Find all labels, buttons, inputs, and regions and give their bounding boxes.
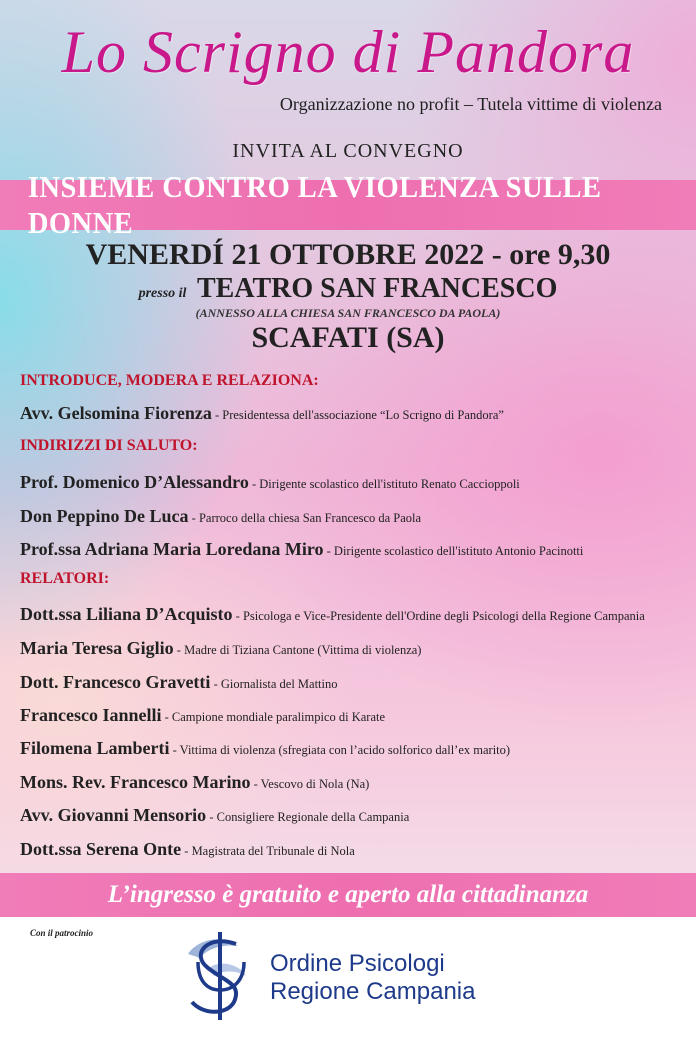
person-row [20, 403, 504, 424]
person-row [20, 506, 421, 527]
title-banner [0, 169, 696, 240]
venue-name: TEATRO SAN FRANCESCO [196, 273, 558, 304]
person-name: Prof.ssa Adriana Maria Loredana Miro [20, 539, 324, 559]
org-name [270, 950, 475, 1006]
person-role: - Consigliere Regionale della Campania [206, 810, 410, 824]
person-row [20, 638, 421, 659]
venue-annex: (ANNESSO ALLA CHIESA SAN FRANCESCO DA PAOLA) [195, 306, 501, 320]
person-role: - Psicologa e Vice-Presidente dell'Ordine degli Psicologi della Regione Campania [232, 609, 645, 623]
person-row [20, 539, 583, 560]
org-name-line2: Regione Campania [270, 978, 476, 1005]
section-saluto: INDIRIZZI DI SALUTO: [20, 437, 198, 454]
person-name: Avv. Gelsomina Fiorenza [20, 403, 212, 423]
person-name: Avv. Giovanni Mensorio [20, 805, 207, 825]
person-role: - Campione mondiale paralimpico di Karate [161, 710, 386, 724]
person-role: - Vittima di violenza (sfregiata con l’acido solforico dall’ex marito) [169, 743, 511, 757]
entry-banner [0, 873, 696, 917]
person-name: Maria Teresa Giglio [20, 638, 174, 658]
person-row [20, 738, 510, 759]
event-title: INSIEME CONTRO LA VIOLENZA SULLE DONNE [27, 169, 602, 240]
person-role: - Giornalista del Mattino [210, 677, 338, 691]
person-row [20, 839, 355, 860]
person-role: - Madre di Tiziana Cantone (Vittima di violenza) [173, 643, 422, 657]
person-role: - Dirigente scolastico dell'istituto Antonio Pacinotti [323, 544, 584, 558]
person-row [20, 772, 369, 793]
event-venue [0, 273, 696, 305]
patronage-label: Con il patrocinio [30, 928, 94, 938]
person-row [20, 472, 520, 493]
person-name: Dott. Francesco Gravetti [20, 672, 211, 692]
person-name: Mons. Rev. Francesco Marino [20, 772, 251, 792]
org-name-line1: Ordine Psicologi [270, 950, 445, 977]
person-name: Francesco Iannelli [20, 705, 162, 725]
person-row [20, 604, 645, 625]
person-row [20, 805, 409, 826]
section-relatori: RELATORI: [20, 570, 110, 587]
event-date: VENERDÍ 21 OTTOBRE 2022 - ore 9,30 [85, 238, 611, 271]
person-name: Filomena Lamberti [20, 738, 170, 758]
event-city: SCAFATI (SA) [251, 321, 445, 354]
org-subtitle: Organizzazione no profit – Tutela vittime di violenza [279, 94, 662, 114]
person-row [20, 705, 385, 726]
person-row [20, 672, 338, 693]
person-name: Don Peppino De Luca [20, 506, 189, 526]
person-name: Dott.ssa Liliana D’Acquisto [20, 604, 233, 624]
person-role: - Magistrata del Tribunale di Nola [181, 844, 355, 858]
person-role: - Vescovo di Nola (Na) [250, 777, 370, 791]
org-logo-title: Lo Scrigno di Pandora [61, 19, 635, 85]
person-role: - Dirigente scolastico dell'istituto Renato Caccioppoli [248, 477, 520, 491]
person-role: - Presidentessa dell'associazione “Lo Scrigno di Pandora” [211, 408, 504, 422]
person-name: Prof. Domenico D’Alessandro [20, 472, 249, 492]
psi-logo-icon [178, 924, 268, 1024]
invite-text: INVITA AL CONVEGNO [232, 140, 464, 162]
person-role: - Parroco della chiesa San Francesco da Paola [188, 511, 422, 525]
venue-prefix: presso il [138, 286, 187, 301]
person-name: Dott.ssa Serena Onte [20, 839, 182, 859]
entry-text: L’ingresso è gratuito e aperto alla cittadinanza [107, 881, 589, 908]
section-introduce: INTRODUCE, MODERA E RELAZIONA: [20, 372, 319, 389]
